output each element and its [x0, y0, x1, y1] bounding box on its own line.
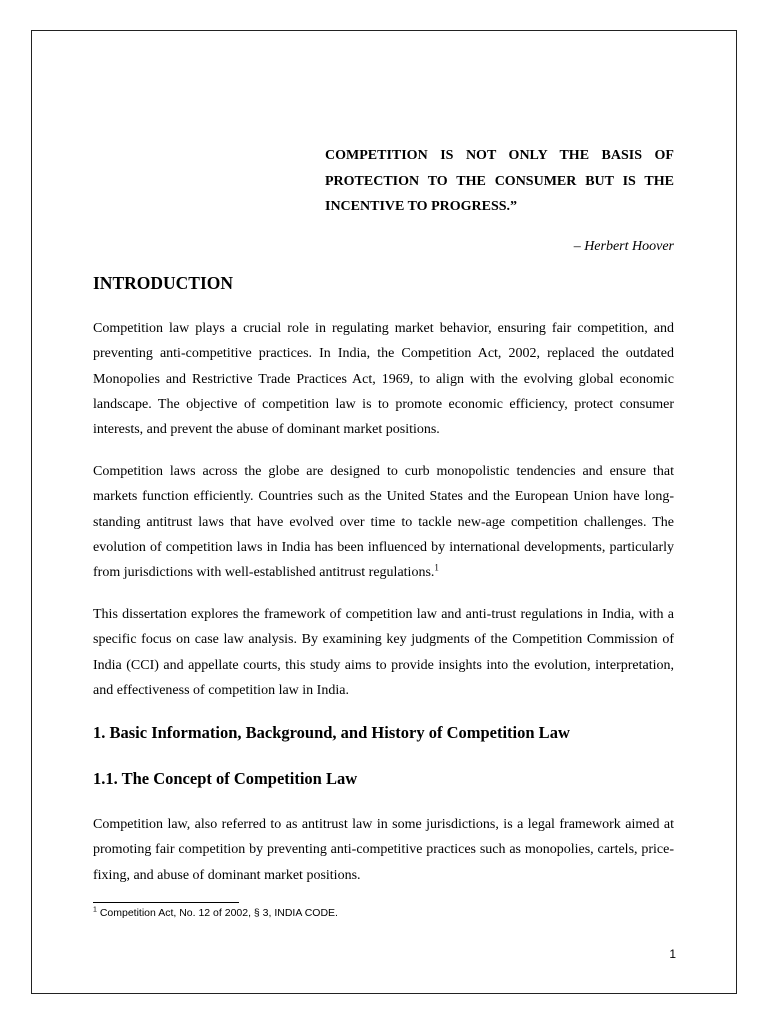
intro-paragraph-1: Competition law plays a crucial role in regulating market behavior, ensuring fair competition, and preventing anti-competitive practices. In India, the Competition Act, 2002, replaced the outdated Monopolies and Restrictive Trade Practices Act, 1969, to align with the evolving global economic landscape. The objective of competition law is to promote economic efficiency, protect consumer interests, and prevent the abuse of dominant market positions. [93, 321, 674, 438]
page-number: 1 [669, 947, 676, 961]
footnote-number: 1 [93, 906, 97, 914]
intro-paragraph-3: This dissertation explores the framework of competition law and anti-trust regulations in India, with a specific focus on case law analysis. By examining key judgments of the Competition Commission of India (CCI) and appellate courts, this study aims to provide insights into the evolution, interpretation, and effectiveness of competition law in India. [93, 607, 674, 698]
quote-attribution: – Herbert Hoover [573, 239, 674, 254]
section-1-1-paragraph: Competition law, also referred to as antitrust law in some jurisdictions, is a legal framework aimed at promoting fair competition by preventing anti-competitive practices such as monopolies, cartels, price-fixing, and abuse of dominant market positions. [93, 817, 674, 883]
intro-paragraph-2-text: Competition laws across the globe are designed to curb monopolistic tendencies and ensure that markets function efficiently. Countries such as the United States and the European Union have long-standing antitrust laws that have evolved over time to tackle new-age competition challenges. The evolution of competition laws in India has been influenced by international developments, particularly from jurisdictions with well-established antitrust regulations. [93, 464, 674, 581]
footnote-separator [93, 902, 239, 903]
section-1-1-heading: 1.1. The Concept of Competition Law [93, 769, 358, 788]
footnote-reference[interactable]: 1 [434, 562, 439, 573]
intro-paragraph-2 [93, 459, 674, 585]
epigraph-quote: COMPETITION IS NOT ONLY THE BASIS OF PROTECTION TO THE CONSUMER BUT IS THE INCENTIVE TO PROGRESS.” [325, 148, 674, 214]
footnote [93, 906, 338, 921]
section-1-heading: 1. Basic Information, Background, and History of Competition Law [93, 723, 570, 742]
introduction-heading: INTRODUCTION [93, 273, 234, 293]
footnote-text: Competition Act, No. 12 of 2002, § 3, INDIA CODE. [99, 907, 338, 919]
